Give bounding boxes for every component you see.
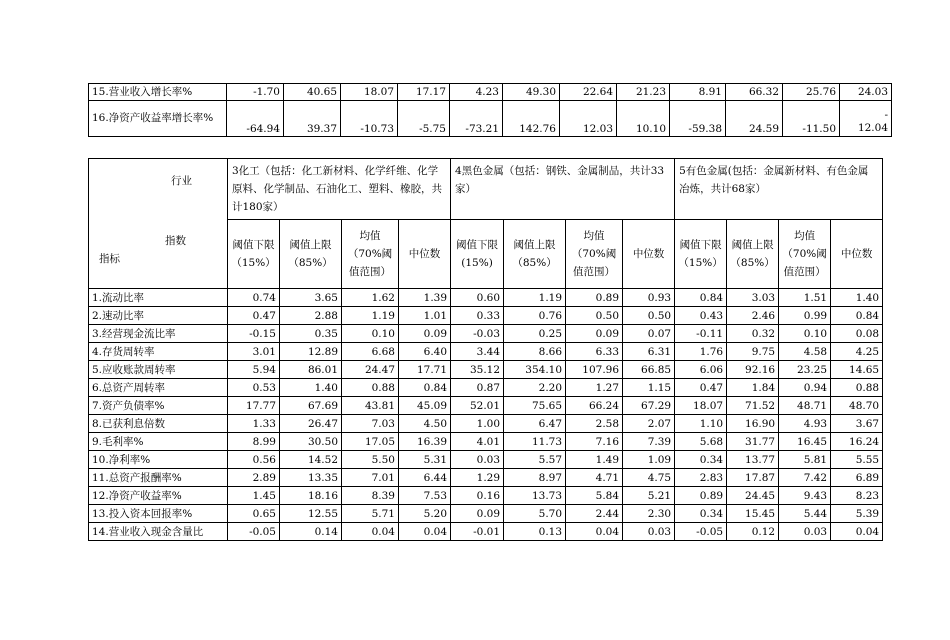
table-cell: 1.01 xyxy=(399,307,451,325)
table-cell: -1.70 xyxy=(227,84,284,101)
table-cell: 0.60 xyxy=(451,289,504,307)
table-cell: 7.53 xyxy=(399,487,451,505)
table-cell: 0.32 xyxy=(727,325,779,343)
table-cell: 2.46 xyxy=(727,307,779,325)
table-cell: 0.43 xyxy=(675,307,727,325)
table-cell: 6.47 xyxy=(504,415,566,433)
table-cell: 22.64 xyxy=(560,84,617,101)
row-label: 8.已获利息倍数 xyxy=(89,415,228,433)
table-cell: 0.56 xyxy=(228,451,280,469)
row-label: 6.总资产周转率 xyxy=(89,379,228,397)
table-cell: -73.21 xyxy=(450,101,503,137)
table-cell: 0.03 xyxy=(451,451,504,469)
table-cell: 5.84 xyxy=(566,487,623,505)
table-cell: 7.01 xyxy=(342,469,399,487)
table-cell: 66.24 xyxy=(566,397,623,415)
table-cell: 1.40 xyxy=(280,379,342,397)
table-cell: 5.68 xyxy=(675,433,727,451)
index-label: 指数 xyxy=(165,235,186,247)
table-cell: 0.47 xyxy=(675,379,727,397)
column-header: 中位数 xyxy=(623,220,675,289)
column-header: 阈值上限（85%） xyxy=(727,220,779,289)
table-cell: 3.01 xyxy=(228,343,280,361)
table-cell: 2.44 xyxy=(566,505,623,523)
table-cell: 0.88 xyxy=(831,379,883,397)
table-cell: 75.65 xyxy=(504,397,566,415)
table-cell: 0.04 xyxy=(831,523,883,541)
column-header: 均值（70%阈值范围） xyxy=(566,220,623,289)
row-label: 9.毛利率% xyxy=(89,433,228,451)
table-cell: 21.23 xyxy=(617,84,670,101)
table-cell: 12.89 xyxy=(280,343,342,361)
group-header-chemical: 3化工（包括：化工新材料、化学纤维、化学原料、化学制品、石油化工、塑料、橡胶，共计180家） xyxy=(228,159,451,220)
table-cell: 16.90 xyxy=(727,415,779,433)
table-cell: 0.34 xyxy=(675,451,727,469)
table-cell: 1.51 xyxy=(779,289,831,307)
table-cell: 17.17 xyxy=(398,84,450,101)
row-label: 1.流动比率 xyxy=(89,289,228,307)
table-cell: 1.19 xyxy=(504,289,566,307)
table-row xyxy=(89,343,883,361)
table-cell: 35.12 xyxy=(451,361,504,379)
column-header: 中位数 xyxy=(831,220,883,289)
table-cell: 8.97 xyxy=(504,469,566,487)
row-label: 2.速动比率 xyxy=(89,307,228,325)
table-cell: 24.59 xyxy=(726,101,783,137)
table-cell: 1.19 xyxy=(342,307,399,325)
table-cell: 43.81 xyxy=(342,397,399,415)
table-cell: 17.05 xyxy=(342,433,399,451)
table-cell: 52.01 xyxy=(451,397,504,415)
row-label: 16.净资产收益率增长率% xyxy=(89,101,227,137)
column-header: 阈值下限(15%) xyxy=(451,220,504,289)
table-cell: 1.49 xyxy=(566,451,623,469)
table-row xyxy=(89,469,883,487)
table-cell: 24.47 xyxy=(342,361,399,379)
table-cell: 7.42 xyxy=(779,469,831,487)
group-header-ferrous-metal: 4黑色金属（包括：钢铁、金属制品，共计33家） xyxy=(451,159,675,220)
table-cell: 0.50 xyxy=(623,307,675,325)
table-cell: 9.43 xyxy=(779,487,831,505)
table-cell: 9.75 xyxy=(727,343,779,361)
table-row xyxy=(89,361,883,379)
table-cell: 13.73 xyxy=(504,487,566,505)
table-cell: 0.89 xyxy=(675,487,727,505)
table-cell: -64.94 xyxy=(227,101,284,137)
table-cell: 7.39 xyxy=(623,433,675,451)
column-header: 均值（70%阈值范围） xyxy=(779,220,831,289)
table-cell: 1.00 xyxy=(451,415,504,433)
table-cell: 1.09 xyxy=(623,451,675,469)
table-cell: 0.89 xyxy=(566,289,623,307)
table-cell: 0.10 xyxy=(779,325,831,343)
table-cell: 5.21 xyxy=(623,487,675,505)
table-row xyxy=(89,487,883,505)
table-cell: 5.81 xyxy=(779,451,831,469)
table-cell: 8.66 xyxy=(504,343,566,361)
table-cell: 0.04 xyxy=(342,523,399,541)
table-cell: 8.23 xyxy=(831,487,883,505)
table-cell: 25.76 xyxy=(783,84,840,101)
table-cell: -0.05 xyxy=(675,523,727,541)
industry-label: 行业 xyxy=(171,175,192,187)
table-cell: 86.01 xyxy=(280,361,342,379)
table-row xyxy=(89,289,883,307)
top-table-fragment xyxy=(88,83,892,137)
table-cell: 66.85 xyxy=(623,361,675,379)
table-cell: 67.29 xyxy=(623,397,675,415)
table-cell: 0.09 xyxy=(451,505,504,523)
table-cell: 26.47 xyxy=(280,415,342,433)
column-header: 阈值上限（85%） xyxy=(504,220,566,289)
table-cell: 0.03 xyxy=(623,523,675,541)
column-header: 中位数 xyxy=(399,220,451,289)
table-cell: -0.15 xyxy=(228,325,280,343)
table-cell: 0.84 xyxy=(399,379,451,397)
table-row xyxy=(89,101,892,137)
table-cell: 18.07 xyxy=(341,84,398,101)
table-cell: 16.24 xyxy=(831,433,883,451)
table-cell: 5.57 xyxy=(504,451,566,469)
table-cell: 5.50 xyxy=(342,451,399,469)
table-cell: 6.06 xyxy=(675,361,727,379)
table-cell: 30.50 xyxy=(280,433,342,451)
table-cell: 8.99 xyxy=(228,433,280,451)
table-cell: -59.38 xyxy=(670,101,726,137)
table-cell: 2.07 xyxy=(623,415,675,433)
table-cell: 6.68 xyxy=(342,343,399,361)
table-cell: 23.25 xyxy=(779,361,831,379)
table-cell: 1.45 xyxy=(228,487,280,505)
table-cell: 71.52 xyxy=(727,397,779,415)
table-cell: 5.94 xyxy=(228,361,280,379)
table-cell: 1.39 xyxy=(399,289,451,307)
table-cell: 10.10 xyxy=(617,101,670,137)
table-cell: 0.99 xyxy=(779,307,831,325)
table-cell: 3.67 xyxy=(831,415,883,433)
table-cell: 7.03 xyxy=(342,415,399,433)
table-cell: 4.71 xyxy=(566,469,623,487)
table-cell: 31.77 xyxy=(727,433,779,451)
table-cell: 5.39 xyxy=(831,505,883,523)
table-cell: 0.10 xyxy=(342,325,399,343)
table-row xyxy=(89,505,883,523)
table-row xyxy=(89,325,883,343)
table-cell: 0.88 xyxy=(342,379,399,397)
table-cell: 0.34 xyxy=(675,505,727,523)
table-cell: 0.65 xyxy=(228,505,280,523)
table-cell: 0.03 xyxy=(779,523,831,541)
table-cell: 11.73 xyxy=(504,433,566,451)
row-label: 7.资产负债率% xyxy=(89,397,228,415)
table-cell: 0.04 xyxy=(566,523,623,541)
table-cell: 3.03 xyxy=(727,289,779,307)
header-corner xyxy=(89,159,228,289)
table-cell: 1.15 xyxy=(623,379,675,397)
table-cell: 0.94 xyxy=(779,379,831,397)
table-cell: 6.31 xyxy=(623,343,675,361)
table-cell: 4.01 xyxy=(451,433,504,451)
row-label: 4.存货周转率 xyxy=(89,343,228,361)
table-cell: 14.65 xyxy=(831,361,883,379)
table-cell: 2.83 xyxy=(675,469,727,487)
table-cell: 6.89 xyxy=(831,469,883,487)
table-cell: 16.39 xyxy=(399,433,451,451)
table-cell: -0.11 xyxy=(675,325,727,343)
row-label: 3.经营现金流比率 xyxy=(89,325,228,343)
table-cell xyxy=(840,101,892,137)
table-cell: 13.35 xyxy=(280,469,342,487)
row-label: 14.营业收入现金含量比 xyxy=(89,523,228,541)
cell-value: 12.04 xyxy=(857,122,888,134)
row-label: 12.净资产收益率% xyxy=(89,487,228,505)
table-cell: 5.31 xyxy=(399,451,451,469)
table-cell: 0.74 xyxy=(228,289,280,307)
column-header: 阈值下限（15%） xyxy=(228,220,280,289)
table-cell: 0.09 xyxy=(566,325,623,343)
table-cell: 13.77 xyxy=(727,451,779,469)
table-cell: 17.87 xyxy=(727,469,779,487)
table-cell: 18.16 xyxy=(280,487,342,505)
table-cell: 107.96 xyxy=(566,361,623,379)
table-cell: 0.84 xyxy=(675,289,727,307)
table-cell: 5.70 xyxy=(504,505,566,523)
table-row xyxy=(89,397,883,415)
table-cell: 48.70 xyxy=(831,397,883,415)
table-cell: -11.50 xyxy=(783,101,840,137)
table-cell: -10.73 xyxy=(341,101,398,137)
table-cell: 67.69 xyxy=(280,397,342,415)
table-row xyxy=(89,307,883,325)
table-cell: 0.47 xyxy=(228,307,280,325)
table-cell: 24.03 xyxy=(840,84,892,101)
table-cell: 0.07 xyxy=(623,325,675,343)
table-cell: 66.32 xyxy=(726,84,783,101)
table-cell: 0.93 xyxy=(623,289,675,307)
table-cell: 2.88 xyxy=(280,307,342,325)
table-cell: 1.33 xyxy=(228,415,280,433)
table-cell: 5.44 xyxy=(779,505,831,523)
table-cell: 4.75 xyxy=(623,469,675,487)
table-cell: 48.71 xyxy=(779,397,831,415)
table-cell: 12.55 xyxy=(280,505,342,523)
table-cell: 14.52 xyxy=(280,451,342,469)
table-cell: 0.84 xyxy=(831,307,883,325)
table-cell: 4.93 xyxy=(779,415,831,433)
table-cell: 7.16 xyxy=(566,433,623,451)
table-cell: 24.45 xyxy=(727,487,779,505)
table-cell: 0.87 xyxy=(451,379,504,397)
table-cell: 0.33 xyxy=(451,307,504,325)
cell-sign: - xyxy=(884,109,888,121)
table-cell: 0.14 xyxy=(280,523,342,541)
table-cell: 0.16 xyxy=(451,487,504,505)
table-row xyxy=(89,433,883,451)
table-cell: 1.76 xyxy=(675,343,727,361)
table-cell: 0.09 xyxy=(399,325,451,343)
table-cell: 16.45 xyxy=(779,433,831,451)
column-header: 阈值下限（15%） xyxy=(675,220,727,289)
table-cell: 0.12 xyxy=(727,523,779,541)
table-cell: 39.37 xyxy=(284,101,341,137)
table-cell: 0.50 xyxy=(566,307,623,325)
table-cell: -0.05 xyxy=(228,523,280,541)
table-cell: 5.20 xyxy=(399,505,451,523)
table-row xyxy=(89,451,883,469)
table-cell: -0.01 xyxy=(451,523,504,541)
table-cell: 1.84 xyxy=(727,379,779,397)
row-label: 13.投入资本回报率% xyxy=(89,505,228,523)
table-cell: 6.44 xyxy=(399,469,451,487)
table-cell: 4.50 xyxy=(399,415,451,433)
table-cell: 0.04 xyxy=(399,523,451,541)
table-row xyxy=(89,523,883,541)
table-cell: 6.40 xyxy=(399,343,451,361)
group-header-nonferrous-metal: 5有色金属(包括：金属新材料、有色金属冶炼，共计68家） xyxy=(675,159,883,220)
table-cell: 0.76 xyxy=(504,307,566,325)
row-label: 11.总资产报酬率% xyxy=(89,469,228,487)
table-cell: 0.08 xyxy=(831,325,883,343)
table-cell: 2.89 xyxy=(228,469,280,487)
table-cell: 0.53 xyxy=(228,379,280,397)
indicator-label: 指标 xyxy=(99,253,120,265)
table-cell: 2.30 xyxy=(623,505,675,523)
table-cell: 6.33 xyxy=(566,343,623,361)
table-row xyxy=(89,84,892,101)
table-cell: 0.13 xyxy=(504,523,566,541)
table-cell: 40.65 xyxy=(284,84,341,101)
table-cell: 4.25 xyxy=(831,343,883,361)
table-cell: 2.20 xyxy=(504,379,566,397)
table-cell: 0.35 xyxy=(280,325,342,343)
table-cell: 15.45 xyxy=(727,505,779,523)
row-label: 5.应收账款周转率 xyxy=(89,361,228,379)
table-row xyxy=(89,379,883,397)
table-cell: 5.71 xyxy=(342,505,399,523)
table-cell: 3.44 xyxy=(451,343,504,361)
table-cell: 18.07 xyxy=(675,397,727,415)
table-cell: 3.65 xyxy=(280,289,342,307)
table-cell: 92.16 xyxy=(727,361,779,379)
table-cell: 1.40 xyxy=(831,289,883,307)
table-cell: 5.55 xyxy=(831,451,883,469)
row-label: 10.净利率% xyxy=(89,451,228,469)
table-cell: 142.76 xyxy=(503,101,560,137)
table-row xyxy=(89,415,883,433)
table-cell: 1.27 xyxy=(566,379,623,397)
table-cell: 4.58 xyxy=(779,343,831,361)
table-cell: 2.58 xyxy=(566,415,623,433)
table-cell: 12.03 xyxy=(560,101,617,137)
table-cell: -5.75 xyxy=(398,101,450,137)
table-cell: 17.77 xyxy=(228,397,280,415)
table-cell: 49.30 xyxy=(503,84,560,101)
table-cell: 0.25 xyxy=(504,325,566,343)
table-cell: 1.62 xyxy=(342,289,399,307)
industry-indicator-table xyxy=(88,158,883,541)
table-cell: 354.10 xyxy=(504,361,566,379)
table-cell: -0.03 xyxy=(451,325,504,343)
table-cell: 4.23 xyxy=(450,84,503,101)
row-label: 15.营业收入增长率% xyxy=(89,84,227,101)
table-cell: 1.29 xyxy=(451,469,504,487)
table-cell: 8.39 xyxy=(342,487,399,505)
column-header: 阈值上限（85%） xyxy=(280,220,342,289)
column-header: 均值（70%阈值范围） xyxy=(342,220,399,289)
table-cell: 8.91 xyxy=(670,84,726,101)
table-cell: 45.09 xyxy=(399,397,451,415)
table-cell: 1.10 xyxy=(675,415,727,433)
table-cell: 17.71 xyxy=(399,361,451,379)
